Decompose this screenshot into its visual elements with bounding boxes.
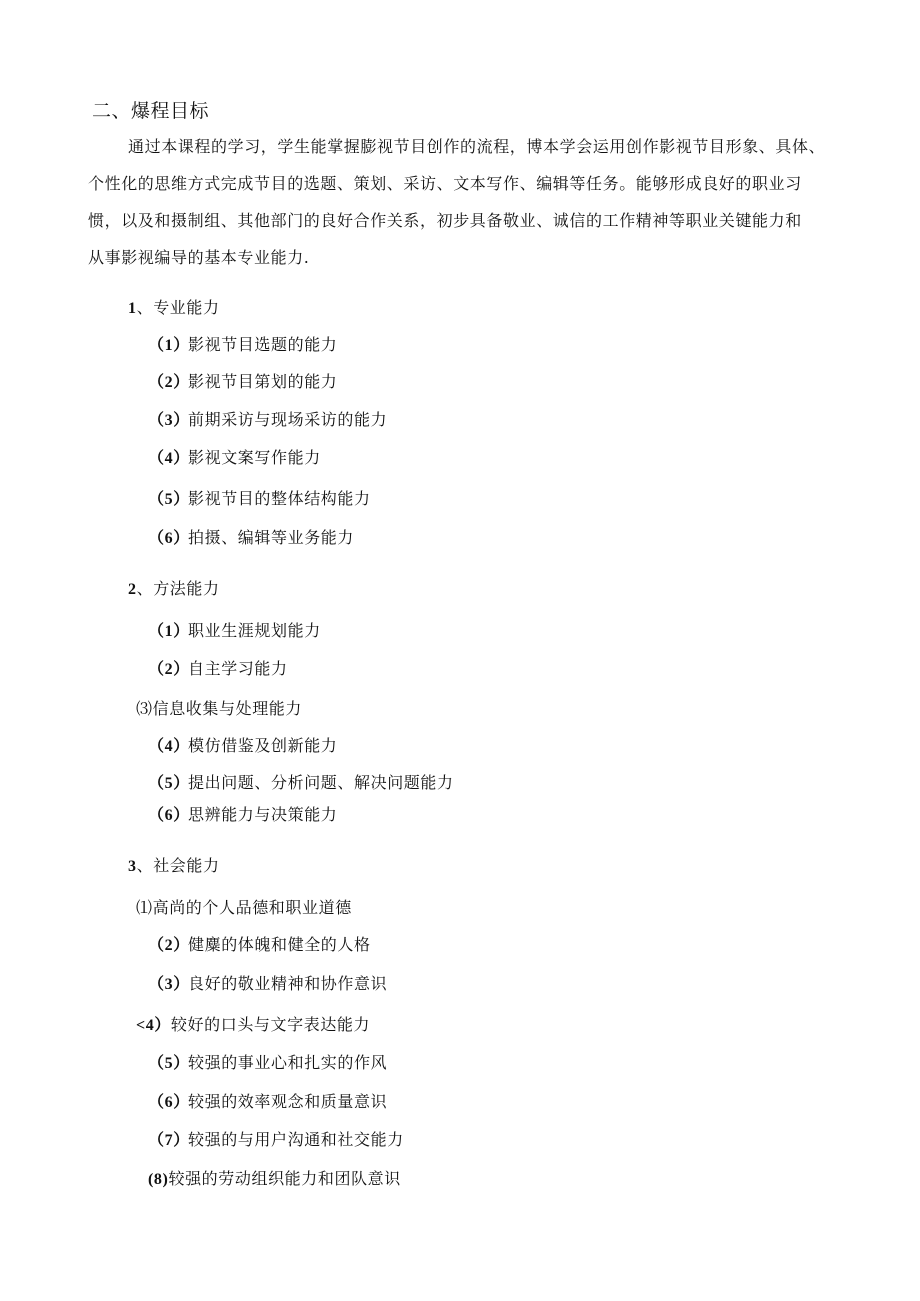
item-text: 拍摄、编辑等业务能力 — [188, 528, 355, 547]
item-text: 较强的劳动组织能力和团队意识 — [168, 1169, 401, 1188]
intro-line: 个性化的思维方式完成节目的选题、策划、采访、文本写作、编辑等任务。能够形成良好的职业习 — [88, 174, 802, 193]
item-marker: （4） — [148, 450, 190, 467]
item-text: 职业生涯规划能力 — [188, 621, 321, 640]
list-item — [148, 656, 288, 679]
item-text: 提出问题、分析问题、解决问题能力 — [188, 773, 454, 792]
item-text: 影视节目的整体结构能力 — [188, 489, 371, 508]
list-item — [148, 445, 321, 468]
item-text: 较好的口头与文字表达能力 — [170, 1015, 371, 1034]
item-text: 影视文案写作能力 — [188, 448, 321, 467]
section-title-method — [128, 576, 220, 599]
intro-paragraph — [88, 128, 848, 276]
item-text: 影视节目选题的能力 — [188, 335, 338, 354]
list-item — [148, 369, 337, 392]
item-marker: （2） — [148, 374, 190, 391]
list-item — [148, 1089, 387, 1112]
item-marker: （6） — [148, 807, 190, 824]
item-marker: （5） — [148, 1055, 190, 1072]
item-marker: (8) — [148, 1171, 169, 1188]
item-marker: （3） — [148, 412, 190, 429]
list-item — [148, 1166, 401, 1189]
item-text: 思辨能力与决策能力 — [188, 805, 338, 824]
list-item — [148, 1050, 387, 1073]
item-marker: ⑴ — [136, 898, 153, 917]
section-number: 1 — [128, 300, 137, 317]
section-title-professional — [128, 295, 220, 318]
list-item — [148, 332, 337, 355]
item-marker: （3） — [148, 976, 190, 993]
item-text: 较强的效率观念和质量意识 — [188, 1092, 388, 1111]
list-item — [148, 1127, 404, 1150]
section-title-social — [128, 853, 220, 876]
item-marker: （5） — [148, 775, 190, 792]
item-text: 模仿借鉴及创新能力 — [188, 736, 338, 755]
item-marker: ⑶ — [136, 699, 153, 718]
item-marker: （2） — [148, 937, 190, 954]
list-item — [148, 802, 337, 825]
item-marker: （1） — [148, 337, 190, 354]
list-item — [148, 486, 371, 509]
list-item — [136, 696, 302, 719]
list-item — [136, 1012, 370, 1035]
item-text: 健麋的体魄和健全的人格 — [188, 935, 371, 954]
list-item — [148, 618, 321, 641]
intro-line: 从事影视编导的基本专业能力. — [88, 248, 310, 267]
item-text: 影视节目第划的能力 — [188, 372, 338, 391]
section-number: 3 — [128, 858, 137, 875]
item-text: 自主学习能力 — [188, 659, 288, 678]
section-title: 、专业能力 — [136, 298, 220, 317]
item-marker: （5） — [148, 491, 190, 508]
list-item — [148, 733, 337, 756]
item-marker: （6） — [148, 530, 190, 547]
section-title: 、社会能力 — [136, 856, 220, 875]
list-item — [136, 895, 352, 918]
list-item — [148, 971, 387, 994]
item-text: 较强的与用户沟通和社交能力 — [188, 1130, 404, 1149]
intro-line: 惯，以及和摄制组、其他部门的良好合作关系，初步具备敬业、诚信的工作精神等职业关键能力和 — [88, 211, 802, 230]
intro-line: 通过本课程的学习，学生能掌握膨视节目创作的流程，博本学会运用创作影视节目形象、具体、 — [128, 137, 826, 156]
item-text: 良好的敬业精神和协作意识 — [188, 974, 388, 993]
item-text: 信息收集与处理能力 — [152, 699, 303, 718]
item-marker: （6） — [148, 1094, 190, 1111]
section-title: 、方法能力 — [136, 579, 220, 598]
list-item — [148, 932, 371, 955]
item-text: 高尚的个人品德和职业道德 — [152, 898, 352, 917]
item-marker: （7） — [148, 1132, 190, 1149]
item-marker: （1） — [148, 623, 190, 640]
list-item — [148, 407, 387, 430]
section-number: 2 — [128, 581, 137, 598]
item-marker: （2） — [148, 661, 190, 678]
item-text: 前期采访与现场采访的能力 — [188, 410, 388, 429]
item-text: 较强的事业心和扎实的作风 — [188, 1053, 388, 1072]
section-heading: 二、爆程目标 — [92, 100, 210, 122]
list-item — [148, 525, 354, 548]
item-marker: （4） — [148, 738, 190, 755]
item-marker: <4） — [136, 1017, 171, 1034]
list-item — [148, 770, 454, 793]
